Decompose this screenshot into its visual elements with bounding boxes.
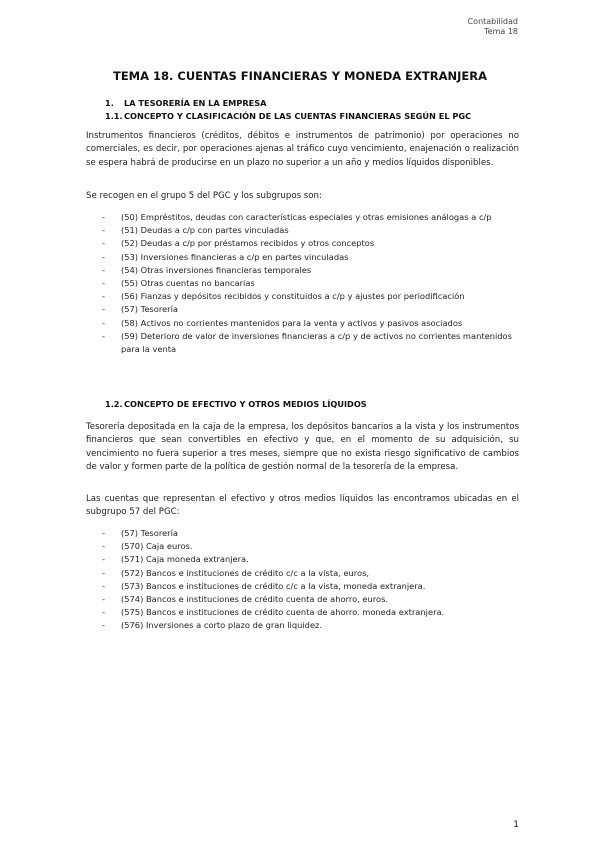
section-title: CONCEPTO DE EFECTIVO Y OTROS MEDIOS LÍQUIDOS	[124, 399, 367, 409]
list-item-text: (51) Deudas a c/p con partes vinculadas	[121, 225, 289, 236]
list-item-text: (53) Inversiones financieras a c/p en partes vinculadas	[121, 251, 349, 262]
list-item-text: (55) Otras cuentas no bancarias	[121, 278, 255, 289]
list-item-text: (57) Tesorería	[121, 528, 178, 538]
page-header	[468, 17, 518, 37]
paragraph-cash-definition: Tesorería depositada en la caja de la empresa, los depósitos bancarios a la vista y los instrumentos financieros que sean convertibles en efectivo y que, en el momento de su adquisición, su vencimiento no fuera superior a tres meses, siempre que no exista riesgo significativo de cambios de valor y formen parte de la política de gestión normal de la tesorería de la empresa.	[86, 422, 519, 472]
subgroup-list	[102, 211, 522, 356]
list-item	[102, 540, 522, 553]
list-item	[102, 211, 522, 224]
list-bullet: -	[102, 580, 105, 591]
list-bullet: -	[102, 594, 105, 605]
list-item	[102, 606, 522, 619]
list-item	[102, 330, 522, 356]
section-number: 1.1.	[105, 111, 123, 121]
paragraph-definition: Instrumentos financieros (créditos, débitos e instrumentos de patrimonio) por operaciones no comerciales, es decir, por operaciones ajenas al tráfico cuyo vencimiento, enajenación o realización se espera habrá de producirse en un plazo no superior a un año y medios líquidos disponibles.	[86, 131, 519, 168]
list-item	[102, 593, 522, 606]
list-item-text: (573) Bancos e instituciones de crédito c/c a la vista, moneda extranjera.	[121, 580, 426, 591]
list-item	[102, 553, 522, 566]
section-number: 1.2.	[105, 399, 123, 409]
section-title: CONCEPTO Y CLASIFICACIÓN DE LAS CUENTAS FINANCIERAS SEGÚN EL PGC	[124, 111, 472, 121]
list-bullet: -	[102, 607, 105, 618]
list-item	[102, 619, 522, 632]
list-bullet: -	[102, 251, 105, 262]
paragraph-group-intro: Se recogen en el grupo 5 del PGC y los subgrupos son:	[86, 191, 322, 201]
list-item	[102, 264, 522, 277]
list-item	[102, 580, 522, 593]
list-item	[102, 303, 522, 316]
list-item-text: (59) Deterioro de valor de inversiones financieras a c/p y de activos no corrientes mantenidos para la venta	[121, 330, 512, 355]
section-heading-1	[105, 98, 266, 108]
list-item-text: (52) Deudas a c/p por préstamos recibidos y otros conceptos	[121, 238, 375, 249]
list-item	[102, 237, 522, 250]
list-item	[102, 527, 522, 540]
list-item	[102, 290, 522, 303]
list-item-text: (50) Empréstitos, deudas con características especiales y otras emisiones análogas a c/p	[121, 212, 492, 222]
list-item-text: (58) Activos no corrientes mantenidos para la venta y activos y pasivos asociados	[121, 317, 463, 328]
list-item-text: (575) Bancos e instituciones de crédito cuenta de ahorro. moneda extranjera.	[121, 607, 445, 618]
list-bullet: -	[102, 330, 105, 341]
list-item-text: (571) Caja moneda extranjera.	[121, 554, 249, 565]
list-item	[102, 277, 522, 290]
document-title: TEMA 18. CUENTAS FINANCIERAS Y MONEDA EXTRANJERA	[112, 69, 488, 83]
list-item-text: (56) Fianzas y depósitos recibidos y constituidos a c/p y ajustes por periodificación	[121, 291, 465, 302]
section-number: 1.	[105, 98, 114, 108]
list-item-text: (574) Bancos e instituciones de crédito cuenta de ahorro, euros.	[121, 594, 389, 605]
paragraph-cash-accounts-intro: Las cuentas que representan el efectivo y otros medios líquidos las encontramos ubicadas en el subgrupo 57 del PGC:	[86, 494, 519, 518]
list-bullet: -	[102, 528, 105, 538]
header-topic: Tema 18	[484, 27, 518, 36]
page-number: 1	[513, 820, 519, 830]
cash-accounts-list	[102, 527, 522, 633]
list-item-text: (570) Caja euros.	[121, 541, 193, 552]
list-item	[102, 224, 522, 237]
list-item	[102, 317, 522, 330]
section-heading-1-1	[105, 111, 471, 121]
list-item	[102, 567, 522, 580]
section-title: LA TESORERÍA EN LA EMPRESA	[124, 98, 267, 108]
list-item-text: (54) Otras inversiones financieras temporales	[121, 264, 312, 275]
header-subject: Contabilidad	[467, 17, 518, 26]
list-bullet: -	[102, 278, 105, 289]
list-bullet: -	[102, 304, 105, 315]
list-bullet: -	[102, 567, 105, 578]
list-bullet: -	[102, 264, 105, 275]
list-bullet: -	[102, 212, 105, 222]
list-item	[102, 251, 522, 264]
list-item-text: (572) Bancos e instituciones de crédito c/c a la vista, euros,	[121, 567, 370, 578]
list-bullet: -	[102, 317, 105, 328]
list-bullet: -	[102, 225, 105, 236]
list-bullet: -	[102, 620, 105, 631]
list-bullet: -	[102, 291, 105, 302]
list-item-text: (57) Tesorería	[121, 304, 178, 315]
list-item-text: (576) Inversiones a corto plazo de gran liquidez.	[121, 620, 323, 631]
list-bullet: -	[102, 554, 105, 565]
list-bullet: -	[102, 541, 105, 552]
list-bullet: -	[102, 238, 105, 249]
section-heading-1-2	[105, 399, 367, 409]
